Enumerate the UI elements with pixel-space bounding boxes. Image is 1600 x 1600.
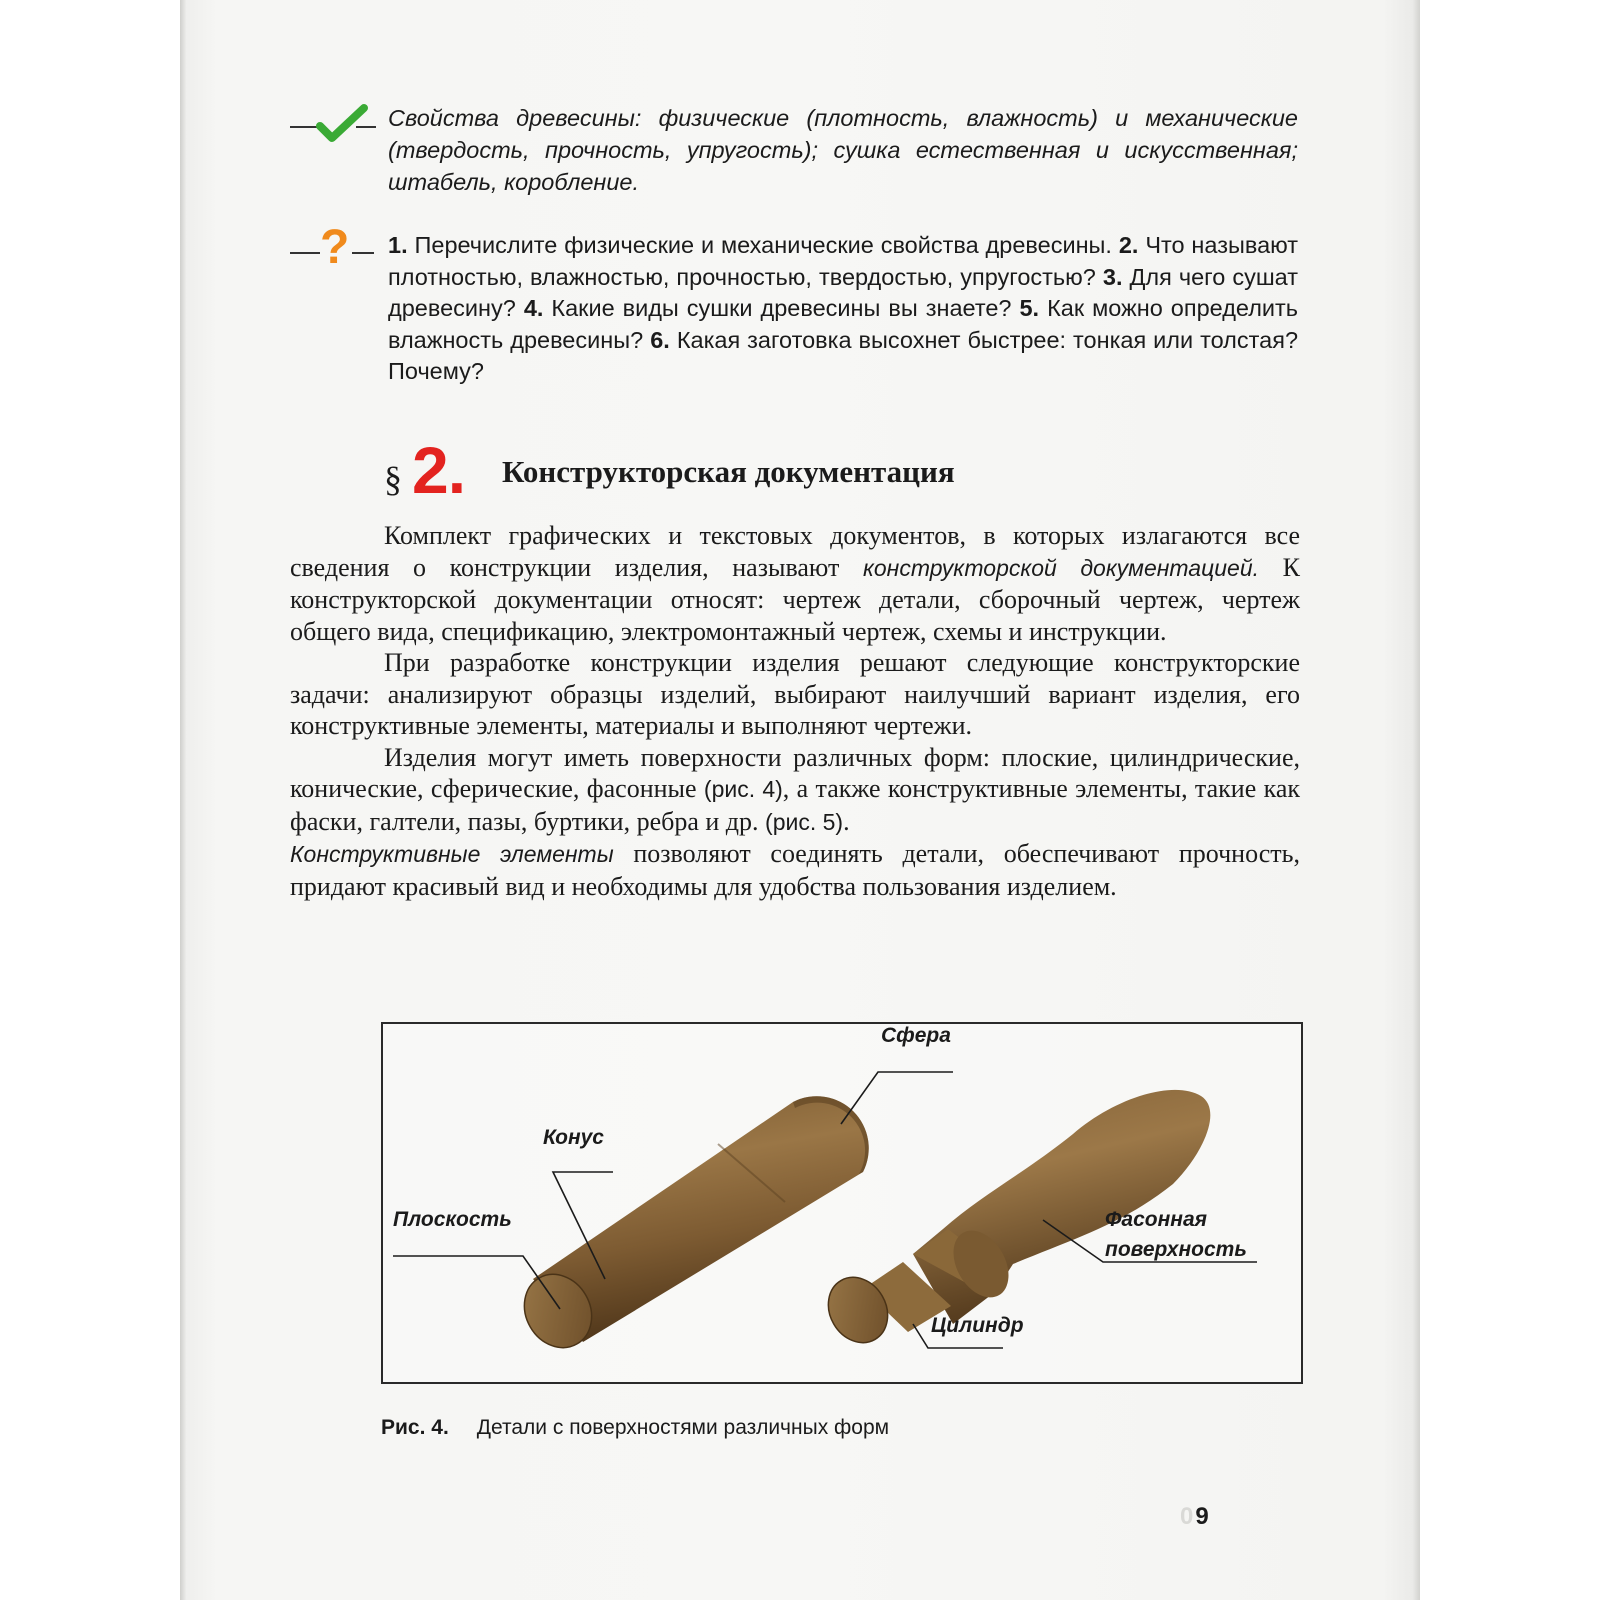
- question-number: 6.: [650, 326, 670, 353]
- question-mark-icon: ?: [320, 221, 350, 274]
- label-cone: Конус: [543, 1126, 604, 1149]
- section-heading: [384, 433, 1284, 510]
- paragraph-text: К конструкторской документации относят: чертеж детали, сборочный чертеж, чертеж общего вида, спецификацию, электромонтажный чертеж, схемы и инструкции.: [290, 552, 1300, 646]
- figure-4: [381, 1022, 1303, 1384]
- question-number: 5.: [1019, 295, 1040, 321]
- paragraph-2: При разработке конструкции изделия решают следующие конструкторские задачи: анализируют образцы изделий, выбирают наилучший вариант изделия, его конструктивные элементы, материалы и выполняют чертежи.: [290, 648, 1300, 740]
- question-text: Для чего сушат древесину?: [388, 263, 1298, 321]
- figure-reference: (рис. 4): [703, 776, 783, 802]
- question-text: Как можно определить влажность древесины?: [388, 295, 1299, 353]
- paragraph-text: , а также конструктивные элементы, такие как фаски, галтели, пазы, буртики, ребра и др.: [290, 774, 1301, 836]
- question-text: Что называют плотностью, влажностью, прочностью, твердостью, упругостью?: [388, 232, 1299, 290]
- figure-illustration: [383, 1024, 1301, 1382]
- section-number: 2.: [412, 433, 466, 507]
- question-text: Какие виды сушки древесины вы знаете?: [551, 295, 1012, 321]
- question-number: 3.: [1102, 263, 1123, 290]
- page-number: [1180, 1503, 1209, 1531]
- review-summary: Свойства древесины: физические (плотность, влажность) и механические (твердость, прочность, упругость); сушка естественная и искусственная; штабель, коробление.: [388, 105, 1298, 195]
- paragraph-text: позволяют соединять детали, обеспечивают прочность, придают красивый вид и необходимы для удобства пользования изделием.: [290, 839, 1300, 901]
- question-marker: [290, 221, 380, 276]
- marker-line-left: [290, 252, 320, 254]
- question-number: 2.: [1118, 232, 1139, 258]
- paragraph-text: Комплект графических и текстовых документов, в которых излагаются все сведения о конструкции изделия, называют: [290, 521, 1300, 582]
- label-plane: Плоскость: [393, 1208, 512, 1231]
- label-shaped-line2: поверхность: [1105, 1238, 1247, 1261]
- marker-line-right: [356, 126, 376, 128]
- term-highlight: Конструктивные элементы: [290, 841, 614, 867]
- label-sphere: Сфера: [881, 1024, 951, 1047]
- caption-number: Рис. 4.: [381, 1416, 449, 1439]
- page-edge-right: [1412, 0, 1420, 1600]
- page-number-value: 9: [1195, 1503, 1209, 1530]
- section-sign: §: [384, 459, 402, 499]
- label-cylinder: Цилиндр: [931, 1314, 1024, 1337]
- figure-reference: (рис. 5): [765, 808, 844, 835]
- checkmark-marker: [290, 104, 380, 144]
- marker-line-left: [290, 126, 318, 128]
- page-edge-left: [180, 0, 186, 1600]
- paragraph-4: [290, 838, 1300, 902]
- marker-line-right: [352, 252, 374, 254]
- paragraph-3: [290, 742, 1300, 839]
- page-number-ghost: 0: [1180, 1503, 1194, 1530]
- paragraph-text: Изделия могут иметь поверхности различных форм: плоские, цилиндрические, конические, сферические, фасонные: [290, 742, 1300, 803]
- figure-caption: [381, 1416, 889, 1440]
- section-body: [290, 520, 1300, 902]
- question-number: 1.: [388, 232, 408, 258]
- label-shaped-line1: Фасонная: [1105, 1208, 1207, 1231]
- question-text: Перечислите физические и механические свойства древесины.: [414, 232, 1112, 258]
- checkmark-icon: [316, 104, 368, 144]
- caption-text: Детали с поверхностями различных форм: [476, 1416, 890, 1439]
- paragraph-text: .: [843, 806, 850, 836]
- review-questions: [388, 230, 1298, 388]
- question-text: Какая заготовка высохнет быстрее: тонкая или толстая? Почему?: [388, 326, 1299, 384]
- question-number: 4.: [523, 295, 544, 321]
- paragraph-1: [290, 520, 1300, 647]
- term-highlight: конструкторской документацией.: [863, 554, 1260, 581]
- section-title: Конструкторская документация: [502, 454, 955, 489]
